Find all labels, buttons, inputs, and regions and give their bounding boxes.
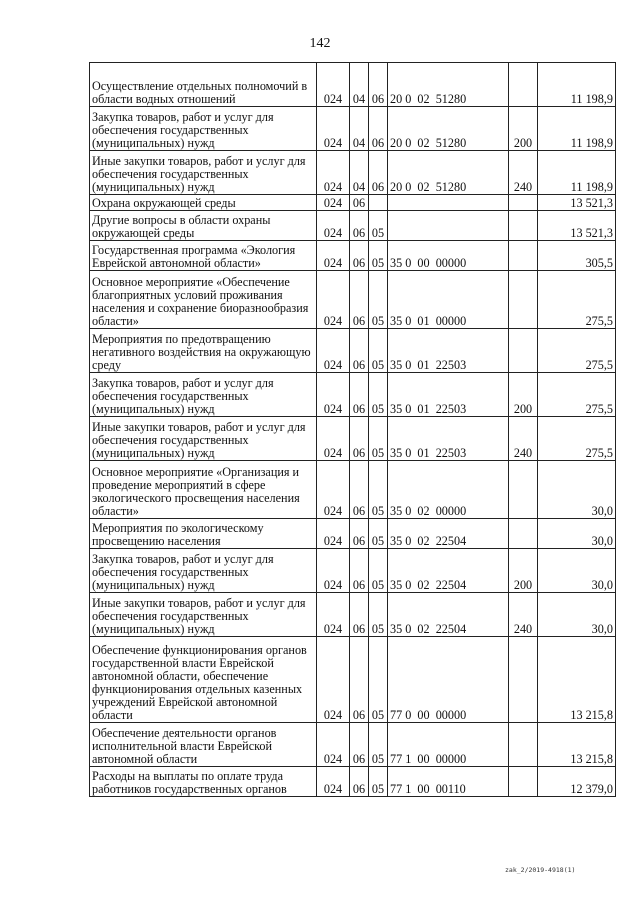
subsection-code: 05 — [369, 417, 388, 461]
expense-type-code — [509, 329, 538, 373]
target-article-code: 77 1 00 00110 — [388, 767, 509, 797]
table-row — [90, 519, 616, 549]
target-article-code: 77 0 00 00000 — [388, 637, 509, 723]
expense-type-code — [509, 63, 538, 107]
amount: 275,5 — [538, 271, 616, 329]
row-name: Охрана окружающей среды — [90, 195, 317, 211]
subsection-code: 05 — [369, 211, 388, 241]
expense-type-code — [509, 461, 538, 519]
page-number: 142 — [309, 36, 331, 51]
subsection-code: 05 — [369, 723, 388, 767]
expense-type-code: 200 — [509, 373, 538, 417]
target-article-code — [388, 195, 509, 211]
subsection-code: 05 — [369, 593, 388, 637]
amount: 13 521,3 — [538, 195, 616, 211]
table-row — [90, 241, 616, 271]
expense-type-code — [509, 767, 538, 797]
grbs-code: 024 — [317, 373, 350, 417]
grbs-code: 024 — [317, 593, 350, 637]
expense-type-code — [509, 241, 538, 271]
grbs-code: 024 — [317, 271, 350, 329]
amount: 305,5 — [538, 241, 616, 271]
section-code: 06 — [350, 593, 369, 637]
row-name: Государственная программа «Экология Еврейской автономной области» — [90, 241, 317, 271]
table-row — [90, 637, 616, 723]
grbs-code: 024 — [317, 549, 350, 593]
target-article-code: 35 0 01 00000 — [388, 271, 509, 329]
amount: 13 521,3 — [538, 211, 616, 241]
expense-type-code — [509, 211, 538, 241]
section-code: 06 — [350, 461, 369, 519]
grbs-code: 024 — [317, 637, 350, 723]
target-article-code: 20 0 02 51280 — [388, 63, 509, 107]
table-row — [90, 549, 616, 593]
row-name: Закупка товаров, работ и услуг для обеспечения государственных (муниципальных) нужд — [90, 549, 317, 593]
section-code: 06 — [350, 195, 369, 211]
expense-type-code — [509, 637, 538, 723]
section-code: 06 — [350, 241, 369, 271]
amount: 11 198,9 — [538, 151, 616, 195]
grbs-code: 024 — [317, 107, 350, 151]
amount: 275,5 — [538, 329, 616, 373]
target-article-code: 20 0 02 51280 — [388, 107, 509, 151]
subsection-code: 05 — [369, 637, 388, 723]
row-name: Иные закупки товаров, работ и услуг для обеспечения государственных (муниципальных) нужд — [90, 151, 317, 195]
target-article-code — [388, 211, 509, 241]
section-code: 06 — [350, 519, 369, 549]
grbs-code: 024 — [317, 417, 350, 461]
target-article-code: 35 0 02 22504 — [388, 593, 509, 637]
amount: 11 198,9 — [538, 63, 616, 107]
grbs-code: 024 — [317, 151, 350, 195]
row-name: Обеспечение деятельности органов исполнительной власти Еврейской автономной области — [90, 723, 317, 767]
table-row — [90, 461, 616, 519]
subsection-code: 06 — [369, 151, 388, 195]
table-row — [90, 107, 616, 151]
section-code: 06 — [350, 723, 369, 767]
expense-type-code: 240 — [509, 417, 538, 461]
section-code: 04 — [350, 151, 369, 195]
section-code: 06 — [350, 211, 369, 241]
target-article-code: 35 0 02 00000 — [388, 461, 509, 519]
subsection-code — [369, 195, 388, 211]
section-code: 04 — [350, 107, 369, 151]
row-name: Другие вопросы в области охраны окружающей среды — [90, 211, 317, 241]
section-code: 06 — [350, 271, 369, 329]
target-article-code: 35 0 01 22503 — [388, 329, 509, 373]
grbs-code: 024 — [317, 195, 350, 211]
table-row — [90, 417, 616, 461]
expense-type-code — [509, 519, 538, 549]
table-row — [90, 271, 616, 329]
expense-type-code: 240 — [509, 593, 538, 637]
row-name: Закупка товаров, работ и услуг для обеспечения государственных (муниципальных) нужд — [90, 373, 317, 417]
row-name: Иные закупки товаров, работ и услуг для обеспечения государственных (муниципальных) нужд — [90, 593, 317, 637]
row-name: Обеспечение функционирования органов государственной власти Еврейской автономной области, обеспечение функционирования отдельных казенных учреждений Еврейской автономной области — [90, 637, 317, 723]
grbs-code: 024 — [317, 63, 350, 107]
target-article-code: 35 0 01 22503 — [388, 373, 509, 417]
subsection-code: 05 — [369, 461, 388, 519]
section-code: 06 — [350, 637, 369, 723]
subsection-code: 05 — [369, 519, 388, 549]
target-article-code: 35 0 02 22504 — [388, 549, 509, 593]
row-name: Основное мероприятие «Обеспечение благоприятных условий проживания населения и сохранение биоразнообразия области» — [90, 271, 317, 329]
grbs-code: 024 — [317, 329, 350, 373]
section-code: 06 — [350, 329, 369, 373]
amount: 275,5 — [538, 373, 616, 417]
target-article-code: 35 0 00 00000 — [388, 241, 509, 271]
amount: 30,0 — [538, 593, 616, 637]
grbs-code: 024 — [317, 767, 350, 797]
grbs-code: 024 — [317, 519, 350, 549]
grbs-code: 024 — [317, 211, 350, 241]
expense-type-code — [509, 723, 538, 767]
subsection-code: 05 — [369, 271, 388, 329]
subsection-code: 05 — [369, 241, 388, 271]
table-row — [90, 329, 616, 373]
section-code: 06 — [350, 373, 369, 417]
row-name: Основное мероприятие «Организация и проведение мероприятий в сфере экологического просвещения населения области» — [90, 461, 317, 519]
section-code: 06 — [350, 417, 369, 461]
grbs-code: 024 — [317, 723, 350, 767]
amount: 275,5 — [538, 417, 616, 461]
table-row — [90, 767, 616, 797]
row-name: Закупка товаров, работ и услуг для обеспечения государственных (муниципальных) нужд — [90, 107, 317, 151]
subsection-code: 05 — [369, 549, 388, 593]
grbs-code: 024 — [317, 241, 350, 271]
expense-type-code — [509, 271, 538, 329]
section-code: 06 — [350, 549, 369, 593]
row-name: Расходы на выплаты по оплате труда работников государственных органов — [90, 767, 317, 797]
amount: 13 215,8 — [538, 723, 616, 767]
amount: 13 215,8 — [538, 637, 616, 723]
expense-type-code: 240 — [509, 151, 538, 195]
amount: 30,0 — [538, 519, 616, 549]
subsection-code: 05 — [369, 373, 388, 417]
subsection-code: 06 — [369, 63, 388, 107]
subsection-code: 05 — [369, 767, 388, 797]
expense-type-code: 200 — [509, 549, 538, 593]
budget-table — [89, 62, 616, 797]
target-article-code: 35 0 02 22504 — [388, 519, 509, 549]
amount: 30,0 — [538, 461, 616, 519]
expense-type-code — [509, 195, 538, 211]
amount: 11 198,9 — [538, 107, 616, 151]
table-row — [90, 593, 616, 637]
grbs-code: 024 — [317, 461, 350, 519]
document-code: zak_2/2019-4918(1) — [505, 866, 576, 874]
target-article-code: 20 0 02 51280 — [388, 151, 509, 195]
amount: 30,0 — [538, 549, 616, 593]
table-row — [90, 63, 616, 107]
amount: 12 379,0 — [538, 767, 616, 797]
table-row — [90, 211, 616, 241]
target-article-code: 35 0 01 22503 — [388, 417, 509, 461]
section-code: 06 — [350, 767, 369, 797]
table-row — [90, 373, 616, 417]
subsection-code: 06 — [369, 107, 388, 151]
section-code: 04 — [350, 63, 369, 107]
table-row — [90, 151, 616, 195]
row-name: Иные закупки товаров, работ и услуг для обеспечения государственных (муниципальных) нужд — [90, 417, 317, 461]
row-name: Осуществление отдельных полномочий в области водных отношений — [90, 63, 317, 107]
target-article-code: 77 1 00 00000 — [388, 723, 509, 767]
table-row — [90, 723, 616, 767]
table-row — [90, 195, 616, 211]
subsection-code: 05 — [369, 329, 388, 373]
budget-table-body — [90, 63, 616, 797]
row-name: Мероприятия по экологическому просвещению населения — [90, 519, 317, 549]
expense-type-code: 200 — [509, 107, 538, 151]
row-name: Мероприятия по предотвращению негативного воздействия на окружающую среду — [90, 329, 317, 373]
